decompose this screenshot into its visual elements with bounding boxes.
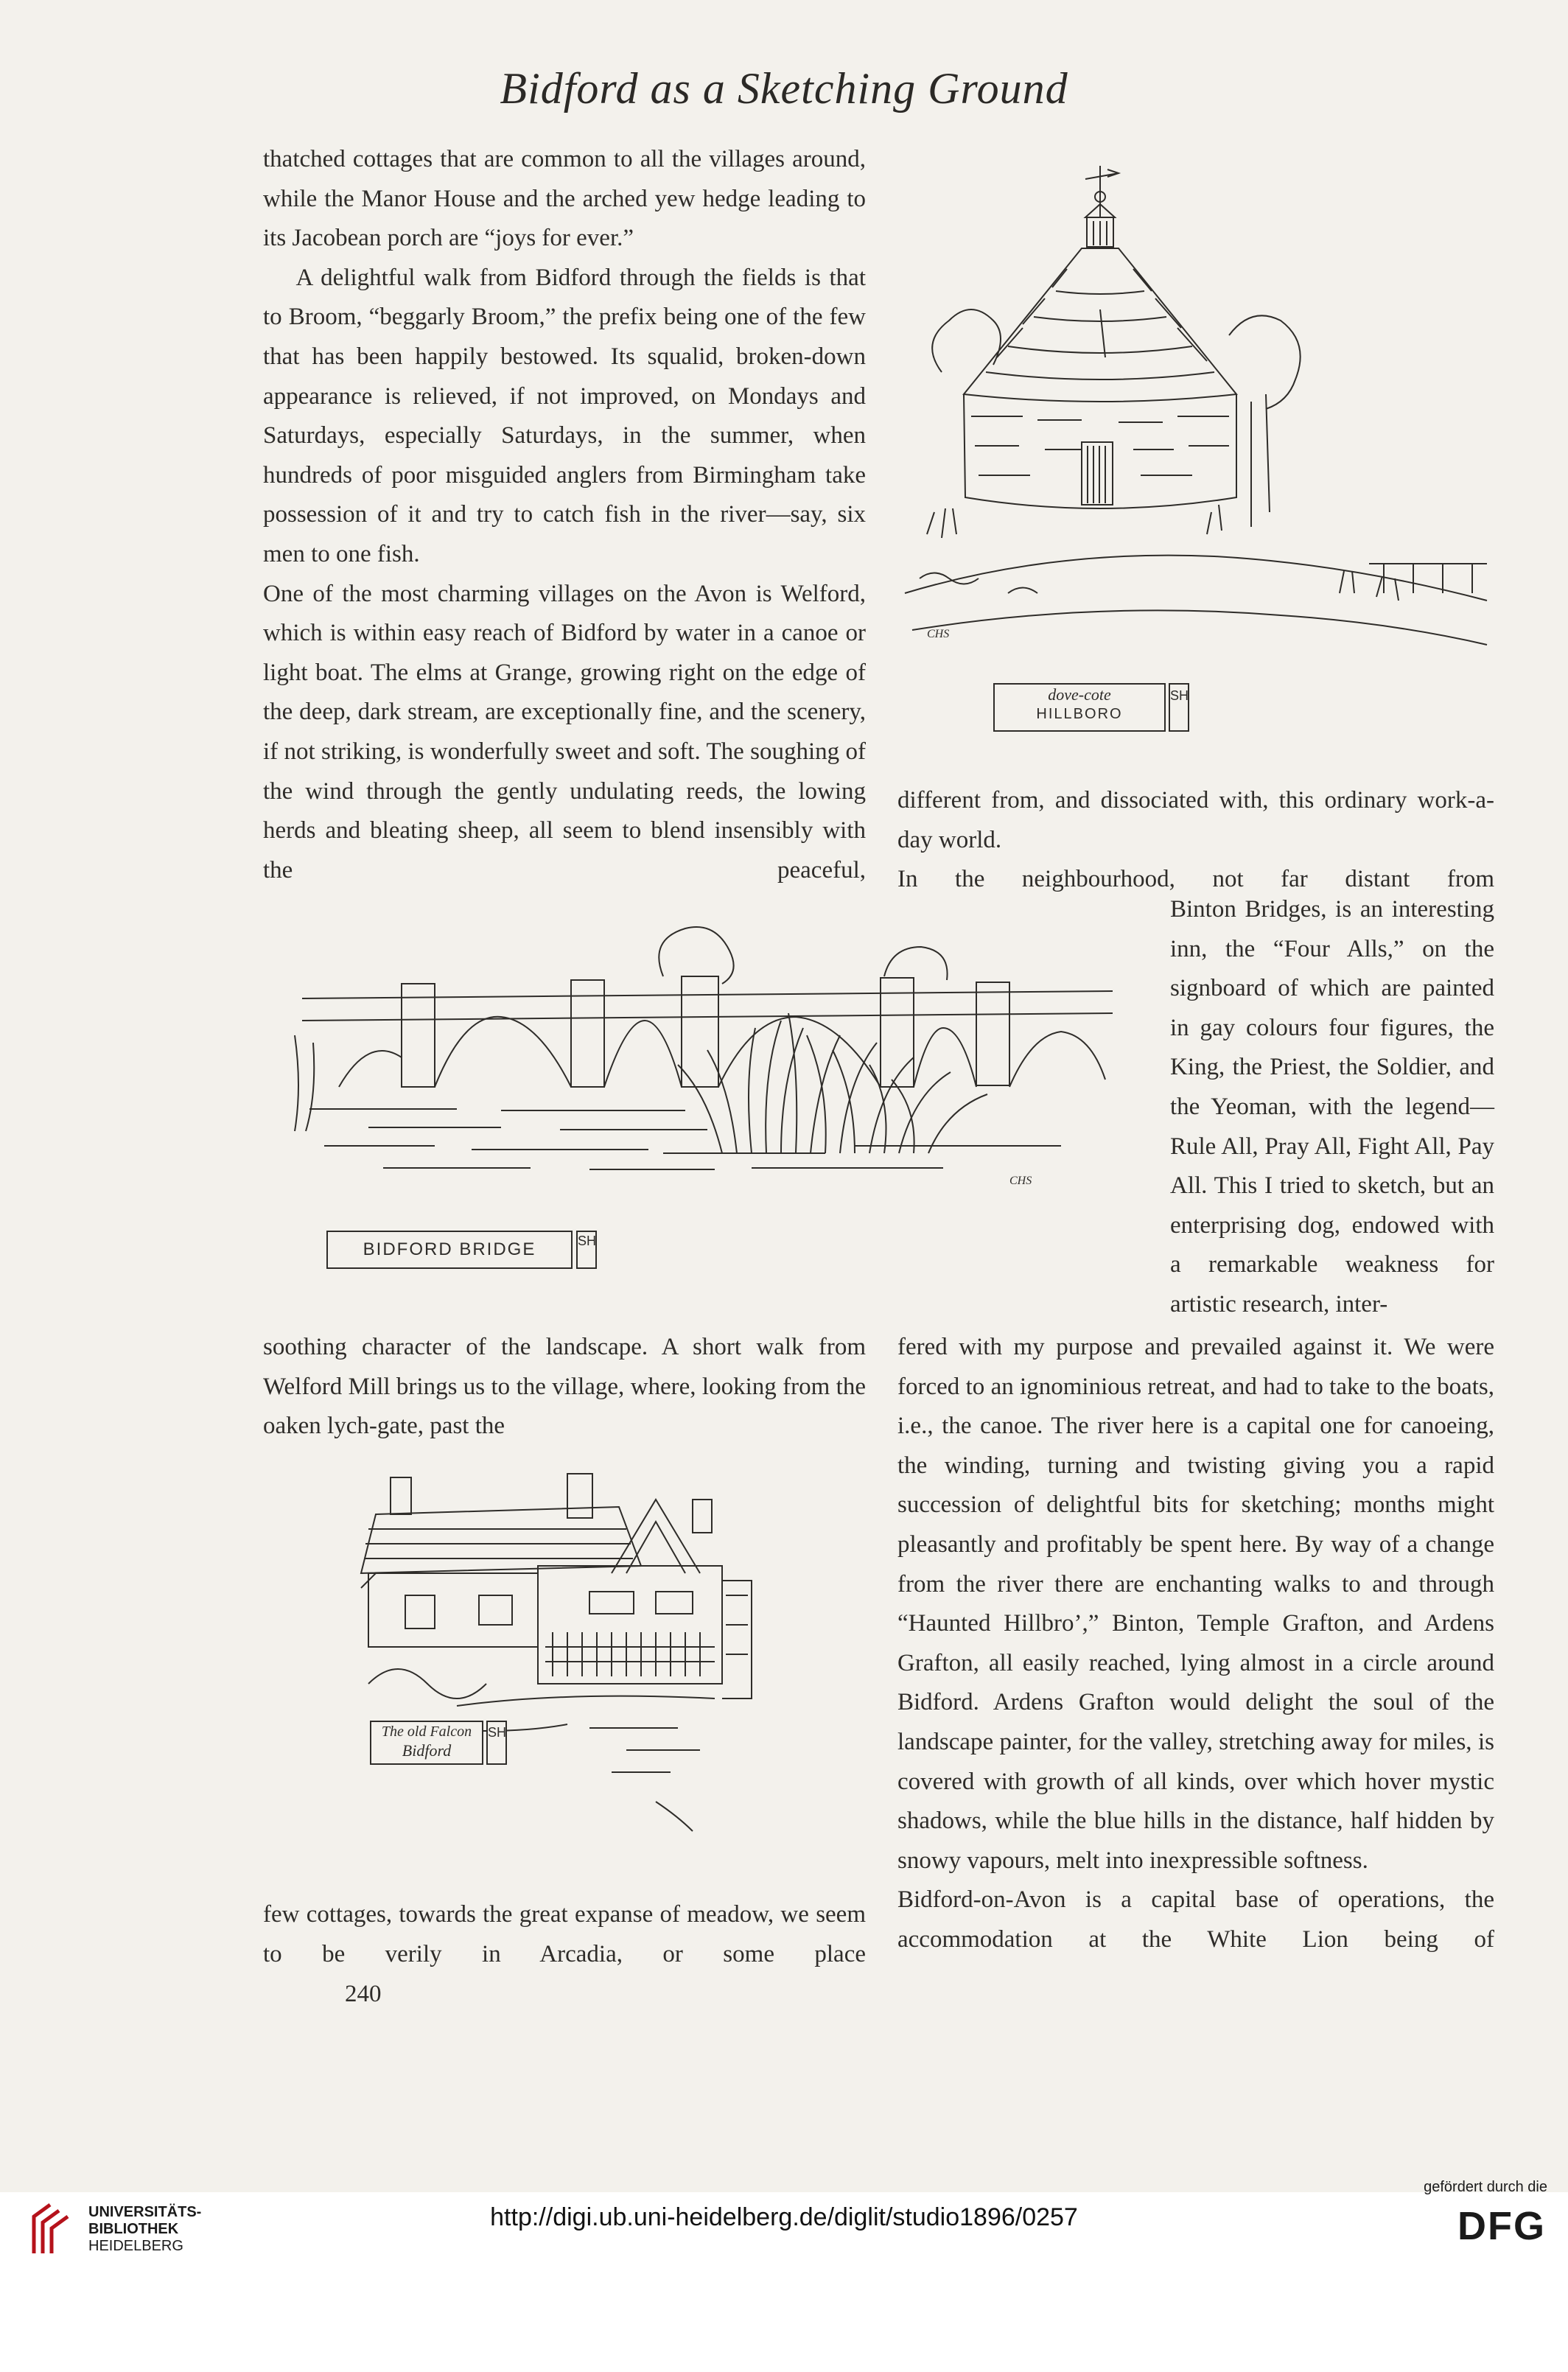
dovecote-caption-line-1: dove-cote (1048, 685, 1111, 704)
paragraph: In the neighbourhood, not far distant from (897, 866, 1494, 893)
paragraph: thatched cottages that are common to all the villages around, while the Manor House and the arched yew hedge leading to its Jacobean porch are “joys for ever.” (263, 146, 866, 252)
paragraph: few cottages, towards the great expanse of meadow, we seem to be verily in Arcadia, or some place (263, 1901, 866, 1967)
paragraph: Binton Bridges, is an interesting inn, the “Four Alls,” on the signboard of which are painted in gay colours four figures, the King, the Priest, the Soldier, and the Yeoman, with the legend—Rule All, Pray All, Fight All, Pay All. This I tried to sketch, but an enterprising dog, endowed with a remarkable weakness for artistic research, inter- (1170, 896, 1494, 1318)
paragraph: A delightful walk from Bidford through the fields is that to Broom, “beggarly Broom,” the prefix being one of the few that has been happily bestowed. Its squalid, broken-down appearance is relieved, if not improved, on Mondays and Saturdays, especially Saturdays, in the summer, when hundreds of poor misguided anglers from Birmingham take possession of it and try to catch fish in the river—say, six men to one fish. (263, 264, 866, 567)
dovecote-caption-line-2: HILLBORO (1036, 706, 1123, 722)
left-column-top (263, 140, 866, 890)
paragraph: soothing character of the landscape. A short walk from Welford Mill brings us to the village, where, looking from the oaken lych-gate, past the (263, 1334, 866, 1440)
bridge-caption: BIDFORD BRIDGE (326, 1231, 573, 1269)
running-title: Bidford as a Sketching Ground (500, 64, 1068, 113)
paragraph: One of the most charming villages on the Avon is Welford, which is within easy reach of Bidford by water in a canoe or light boat. The elms at Grange, growing right on the edge of the deep, dark stream, are exceptionally fine, and the scenery, if not striking, is wonderfully sweet and soft. The soughing of the wind through the gently undulating reeds, the lowing herds and bleating sheep, all seem to blend insensibly with the peaceful, (263, 580, 866, 884)
falcon-illustration (346, 1463, 788, 1861)
dovecote-drawing (897, 151, 1494, 770)
funded-by-label: gefördert durch die (1424, 2179, 1547, 2195)
falcon-monogram: SH (486, 1721, 507, 1765)
falcon-caption-line-1: The old Falcon (381, 1724, 472, 1740)
page-number: 240 (345, 1981, 382, 2007)
right-column-narrow (1170, 890, 1494, 1325)
bridge-monogram: SH (576, 1231, 597, 1269)
dfg-logo: DFG (1457, 2204, 1546, 2248)
left-column-middle (263, 1328, 866, 1446)
dovecote-monogram: SH (1169, 683, 1189, 732)
dovecote-signature: CHS (927, 628, 950, 640)
library-name-line-1: UNIVERSITÄTS- (88, 2204, 202, 2220)
library-name-line-3: HEIDELBERG (88, 2238, 183, 2254)
left-column-bottom (263, 1895, 866, 1974)
paragraph: different from, and dissociated with, this ordinary work-a-day world. (897, 787, 1494, 853)
falcon-caption (370, 1721, 483, 1765)
paragraph: Bidford-on-Avon is a capital base of operations, the accommodation at the White Lion being of (897, 1886, 1494, 1953)
dovecote-illustration (897, 151, 1494, 770)
paragraph: fered with my purpose and prevailed against it. We were forced to an ignominious retreat, and had to take to the boats, i.e., the canoe. The river here is a capital one for canoeing, the winding, turning and twisting giving you a rapid succession of delightful bits for sketching; months might pleasantly and profitably be spent here. By way of a change from the river there are enchanting walks to and through “Haunted Hillbro’,” Binton, Temple Grafton, and Ardens Grafton, all easily reached, lying almost in a circle around Bidford. Ardens Grafton would delight the soul of the landscape painter, for the valley, stretching away for miles, is covered with growth of all kinds, over which hover mystic shadows, while the blue hills in the distance, half hidden by snowy vapours, melt into inexpressible softness. (897, 1334, 1494, 1874)
dovecote-caption (993, 683, 1166, 732)
falcon-drawing (346, 1463, 788, 1861)
source-url[interactable]: http://digi.ub.uni-heidelberg.de/diglit/studio1896/0257 (490, 2203, 1078, 2231)
bridge-signature: CHS (1009, 1175, 1032, 1187)
falcon-caption-line-2: Bidford (402, 1741, 452, 1760)
right-column-bottom (897, 1328, 1494, 1960)
bridge-illustration (280, 910, 1142, 1190)
right-column-top (897, 781, 1494, 900)
bridge-drawing (280, 910, 1142, 1190)
library-name-line-2: BIBLIOTHEK (88, 2221, 179, 2237)
